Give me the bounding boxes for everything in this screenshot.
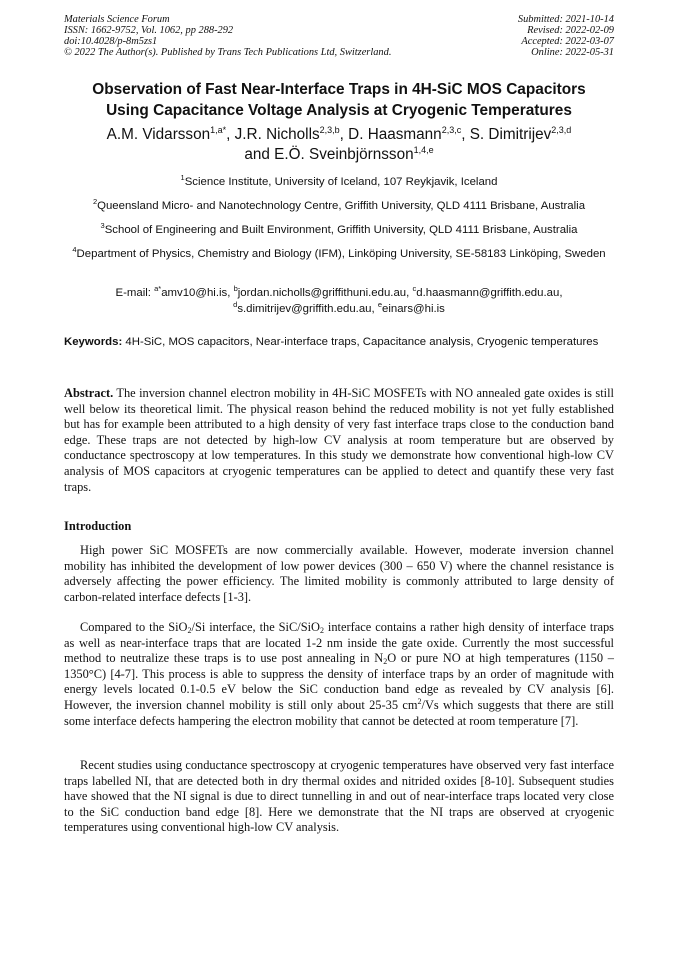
affiliation-text: Science Institute, University of Iceland, 107 Reykjavik, Iceland [184,176,498,188]
title-line-1: Observation of Fast Near-Interface Traps in 4H-SiC MOS Capacitors [92,81,586,98]
doi-line: doi:10.4028/p-8m5zs1 [64,36,158,47]
affiliation-3 [56,222,622,238]
paragraph-text: interface contains a rather high density of interface traps as well as near-interface traps that are located 1-2 nm inside the gate oxide. Currently the most successful method to neutralize these traps is to use post annealing in N [64,620,614,666]
email-separator: , [371,303,378,315]
title-line-2: Using Capacitance Voltage Analysis at Cryogenic Temperatures [106,102,572,119]
keywords-block [64,335,614,351]
email-separator: , [227,287,234,299]
author-affil-sup: 1,4,e [413,145,434,155]
author-name: D. Haasmann [348,126,442,143]
email-separator: , [406,287,413,299]
issn-line: ISSN: 1662-9752, Vol. 1062, pp 288-292 [64,25,234,36]
keywords-text: 4H-SiC, MOS capacitors, Near-interface traps, Capacitance analysis, Cryogenic temperatures [125,336,599,348]
email-line-2 [56,301,622,317]
dates-header [518,14,614,58]
affiliation-4 [70,246,608,262]
email-label: E-mail: [115,287,155,299]
keywords-label: Keywords: [64,336,123,348]
email-address[interactable]: d.haasmann@griffith.edu.au [416,287,560,299]
author-separator: , [339,126,349,143]
subscript: 2 [319,626,324,635]
journal-header [64,14,391,58]
journal-name: Materials Science Forum [64,14,170,25]
email-sup: a* [154,284,162,293]
subscript: 2 [383,657,388,667]
affiliation-text: School of Engineering and Built Environment, Griffith University, QLD 4111 Brisbane, Australia [104,224,578,236]
paragraph-text: /Si interface, the SiC/SiO [191,620,320,634]
author-affil-sup: 2,3,b [319,125,340,135]
author-name: J.R. Nicholls [234,126,320,143]
abstract-text: The inversion channel electron mobility in 4H-SiC MOSFETs with NO annealed gate oxides is still well below its theoretical limit. The physical reason behind the reduced mobility is not yet fully established but has for example been attributed to a high density of very fast interface traps close to the conduction band edge. These traps are not detected by high-low CV analysis at room temperature but are observed by conductance spectroscopy at low temperatures. In this study we demonstrate how conventional high-low CV analysis of MOS capacitors at cryogenic temperatures can be applied to detect and quantify these very fast traps. [64,386,615,494]
email-sup: b [233,284,238,293]
author-affil-sup: 1,a* [210,125,227,135]
subscript: 2 [187,626,192,635]
affiliation-1 [56,174,622,190]
authors-line-1 [40,125,638,145]
introduction-heading: Introduction [64,519,132,533]
email-sup: d [233,300,238,309]
abstract-block [64,386,614,495]
author-affil-sup: 2,3,c [441,125,462,135]
accepted-date: Accepted: 2022-03-07 [521,36,614,47]
affiliation-text: Department of Physics, Chemistry and Biology (IFM), Linköping University, SE-58183 Linköping, Sweden [76,248,606,260]
author-separator: , [226,126,235,143]
copyright-line: © 2022 The Author(s). Published by Trans Tech Publications Ltd, Switzerland. [64,47,392,58]
affiliation-number: 4 [72,245,77,254]
paper-title [40,79,638,121]
affiliation-number: 2 [92,197,98,206]
submitted-date: Submitted: 2021-10-14 [517,14,614,25]
paragraph-text: Compared to the SiO [80,620,188,634]
email-separator: , [559,287,563,299]
author-list [40,125,638,165]
abstract-label: Abstract. [64,386,114,400]
affiliation-number: 3 [100,221,105,230]
email-address[interactable]: jordan.nicholls@griffithuni.edu.au [237,287,407,299]
superscript: 2 [417,696,422,706]
email-sup: c [412,284,417,293]
paragraph-text: /Vs which suggests that there are still some interface defects hampering the electron mobility that cannot be detected at room temperature [7]. [64,697,614,728]
affiliation-text: Queensland Micro- and Nanotechnology Centre, Griffith University, QLD 4111 Brisbane, Australia [97,200,586,212]
email-address[interactable]: amv10@hi.is [161,287,228,299]
email-address[interactable]: einars@hi.is [382,303,445,315]
author-affil-sup: 2,3,d [551,125,572,135]
author-name: A.M. Vidarsson [106,126,211,143]
online-date: Online: 2022-05-31 [531,47,614,58]
paragraph-text: O or pure NO at high temperatures (1150 – 1350°C) [4-7]. This process is able to suppress the density of interface traps by an order of magnitude with energy levels located 0.1-0.5 eV below the SiC conduction band edge as revealed by CV analysis [6]. However, the inversion channel mobility is still only about 25-35 cm [64,651,614,712]
author-separator: , [461,126,470,143]
intro-paragraph-3: Recent studies using conductance spectroscopy at cryogenic temperatures have observed very fast interface traps labelled NI, that are detected both in dry thermal oxides and nitrided oxides [8-10]. Subsequent studies have showed that the NI signal is due to direct tunnelling in and out of near-interface traps located very close to the SiC conduction band edge [8]. Here we demonstrate that the NI traps are observed at cryogenic temperatures using conventional high-low CV analysis. [64,758,614,835]
email-line-1 [56,285,622,301]
author-name: S. Dimitrijev [469,126,552,143]
email-sup: e [377,300,383,309]
revised-date: Revised: 2022-02-09 [527,25,614,36]
email-address[interactable]: s.dimitrijev@griffith.edu.au [237,303,372,315]
email-block [56,285,622,317]
intro-paragraph-2 [64,620,614,729]
authors-line-2 [40,145,638,165]
author-name: and E.Ö. Sveinbjörnsson [244,146,414,163]
affiliation-2 [56,198,622,214]
intro-paragraph-1: High power SiC MOSFETs are now commercially available. However, moderate inversion channel mobility has inhibited the development of low power devices (300 – 650 V) where the channel resistance is adversely affecting the power efficiency. The limited mobility is commonly attributed to large density of carbon-related interface defects [1-3]. [64,543,614,604]
affiliation-number: 1 [180,173,185,182]
